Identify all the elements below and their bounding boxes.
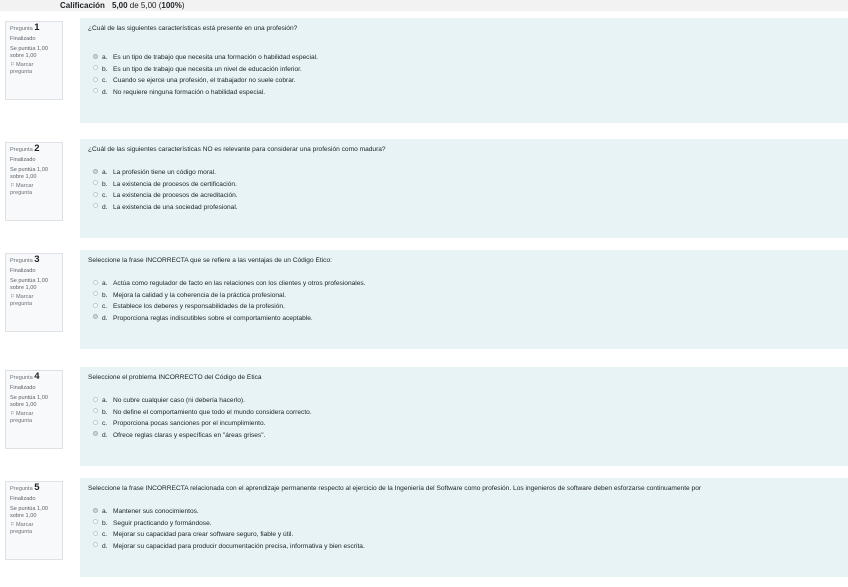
answer-option[interactable]: b. No define el comportamiento que todo el mundo considera correcto.: [93, 409, 312, 417]
answer-option[interactable]: a. Mantener sus conocimientos.: [93, 508, 199, 516]
radio-icon[interactable]: [93, 280, 98, 285]
grade-summary: [0, 0, 848, 11]
radio-icon[interactable]: [93, 192, 98, 197]
question-text: ¿Cuál de las siguientes características NO es relevante para considerar una profesión como madura?: [88, 146, 386, 153]
flag-question-link[interactable]: ⚐Marcar pregunta: [10, 522, 34, 535]
answer-option[interactable]: d. Ofrece reglas claras y específicas en "áreas grises".: [93, 432, 265, 440]
answer-option[interactable]: b. Seguir practicando y formándose.: [93, 520, 212, 528]
answer-option[interactable]: c. La existencia de procesos de acreditación.: [93, 192, 238, 200]
question-info: [5, 142, 63, 221]
question-number: Pregunta 2: [10, 143, 40, 154]
radio-icon[interactable]: [93, 180, 98, 185]
question-content: [80, 367, 848, 466]
answer-option[interactable]: d. Mejorar su capacidad para producir documentación precisa, informativa y bien escrita.: [93, 543, 365, 551]
question-grade: Se puntúa 1,00 sobre 1,00: [10, 278, 48, 291]
question-info: [5, 481, 63, 560]
question-status: Finalizado: [10, 495, 36, 502]
question-status: Finalizado: [10, 267, 36, 274]
flag-question-link[interactable]: ⚐Marcar pregunta: [10, 183, 34, 196]
grade-value: 5,00 de 5,00 (100%): [112, 1, 185, 10]
radio-icon[interactable]: [93, 88, 98, 93]
question-text: ¿Cuál de las siguientes características está presente en una profesión?: [88, 25, 298, 32]
question-info: [5, 21, 63, 100]
radio-icon[interactable]: [93, 314, 98, 319]
radio-icon[interactable]: [93, 77, 98, 82]
radio-icon[interactable]: [93, 408, 98, 413]
question-status: Finalizado: [10, 384, 36, 391]
answer-option[interactable]: c. Mejorar su capacidad para crear software seguro, fiable y útil.: [93, 531, 293, 539]
question-text: Seleccione la frase INCORRECTA que se refiere a las ventajas de un Código Ético:: [88, 257, 332, 264]
answer-option[interactable]: b. Es un tipo de trabajo que necesita un nivel de educación inferior.: [93, 66, 302, 74]
answer-option[interactable]: d. La existencia de una sociedad profesional.: [93, 204, 238, 212]
answer-option[interactable]: b. Mejora la calidad y la coherencia de la práctica profesional.: [93, 292, 286, 300]
radio-icon[interactable]: [93, 420, 98, 425]
radio-icon[interactable]: [93, 397, 98, 402]
radio-icon[interactable]: [93, 54, 98, 59]
question-number: Pregunta 1: [10, 22, 40, 33]
radio-icon[interactable]: [93, 519, 98, 524]
question-text: Seleccione la frase INCORRECTA relacionada con el aprendizaje permanente respecto al ejercicio de la Ingeniería del Software como profesión. Los ingenieros de software deben esforzarse continuamente por: [88, 485, 702, 492]
flag-icon: ⚐: [10, 183, 15, 189]
question-content: [80, 18, 848, 123]
question-grade: Se puntúa 1,00 sobre 1,00: [10, 506, 48, 519]
answer-option[interactable]: b. La existencia de procesos de certificación.: [93, 181, 237, 189]
radio-icon[interactable]: [93, 291, 98, 296]
question-number: Pregunta 5: [10, 482, 40, 493]
question-status: Finalizado: [10, 35, 36, 42]
question-text: Seleccione el problema INCORRECTO del Código de Ética: [88, 374, 262, 381]
answer-option[interactable]: c. Establece los deberes y responsabilidades de la profesión.: [93, 303, 285, 311]
grade-label: Calificación: [60, 1, 105, 10]
flag-icon: ⚐: [10, 62, 15, 68]
question-grade: Se puntúa 1,00 sobre 1,00: [10, 395, 48, 408]
question-info: [5, 253, 63, 332]
question-content: [80, 250, 848, 349]
flag-question-link[interactable]: ⚐Marcar pregunta: [10, 411, 34, 424]
flag-icon: ⚐: [10, 411, 15, 417]
answer-option[interactable]: d. Proporciona reglas indiscutibles sobre el comportamiento aceptable.: [93, 315, 313, 323]
question-info: [5, 370, 63, 449]
question-number: Pregunta 4: [10, 371, 40, 382]
answer-option[interactable]: a. Actúa como regulador de facto en las relaciones con los clientes y otros profesionales.: [93, 280, 366, 288]
radio-icon[interactable]: [93, 431, 98, 436]
question-number: Pregunta 3: [10, 254, 40, 265]
question-content: [80, 478, 848, 577]
question-status: Finalizado: [10, 156, 36, 163]
answer-option[interactable]: a. Es un tipo de trabajo que necesita una formación o habilidad especial.: [93, 54, 318, 62]
answer-option[interactable]: d. No requiere ninguna formación o habilidad especial.: [93, 89, 265, 97]
radio-icon[interactable]: [93, 542, 98, 547]
radio-icon[interactable]: [93, 303, 98, 308]
answer-option[interactable]: a. La profesión tiene un código moral.: [93, 169, 216, 177]
flag-icon: ⚐: [10, 522, 15, 528]
radio-icon[interactable]: [93, 65, 98, 70]
answer-option[interactable]: c. Cuando se ejerce una profesión, el trabajador no suele cobrar.: [93, 77, 296, 85]
answer-option[interactable]: c. Proporciona pocas sanciones por el incumplimiento.: [93, 420, 265, 428]
question-grade: Se puntúa 1,00 sobre 1,00: [10, 167, 48, 180]
question-grade: Se puntúa 1,00 sobre 1,00: [10, 46, 48, 59]
radio-icon[interactable]: [93, 531, 98, 536]
radio-icon[interactable]: [93, 508, 98, 513]
answer-option[interactable]: a. No cubre cualquier caso (ni debería hacerlo).: [93, 397, 245, 405]
question-content: [80, 139, 848, 238]
radio-icon[interactable]: [93, 169, 98, 174]
flag-question-link[interactable]: ⚐Marcar pregunta: [10, 62, 34, 75]
radio-icon[interactable]: [93, 203, 98, 208]
flag-question-link[interactable]: ⚐Marcar pregunta: [10, 294, 34, 307]
flag-icon: ⚐: [10, 294, 15, 300]
